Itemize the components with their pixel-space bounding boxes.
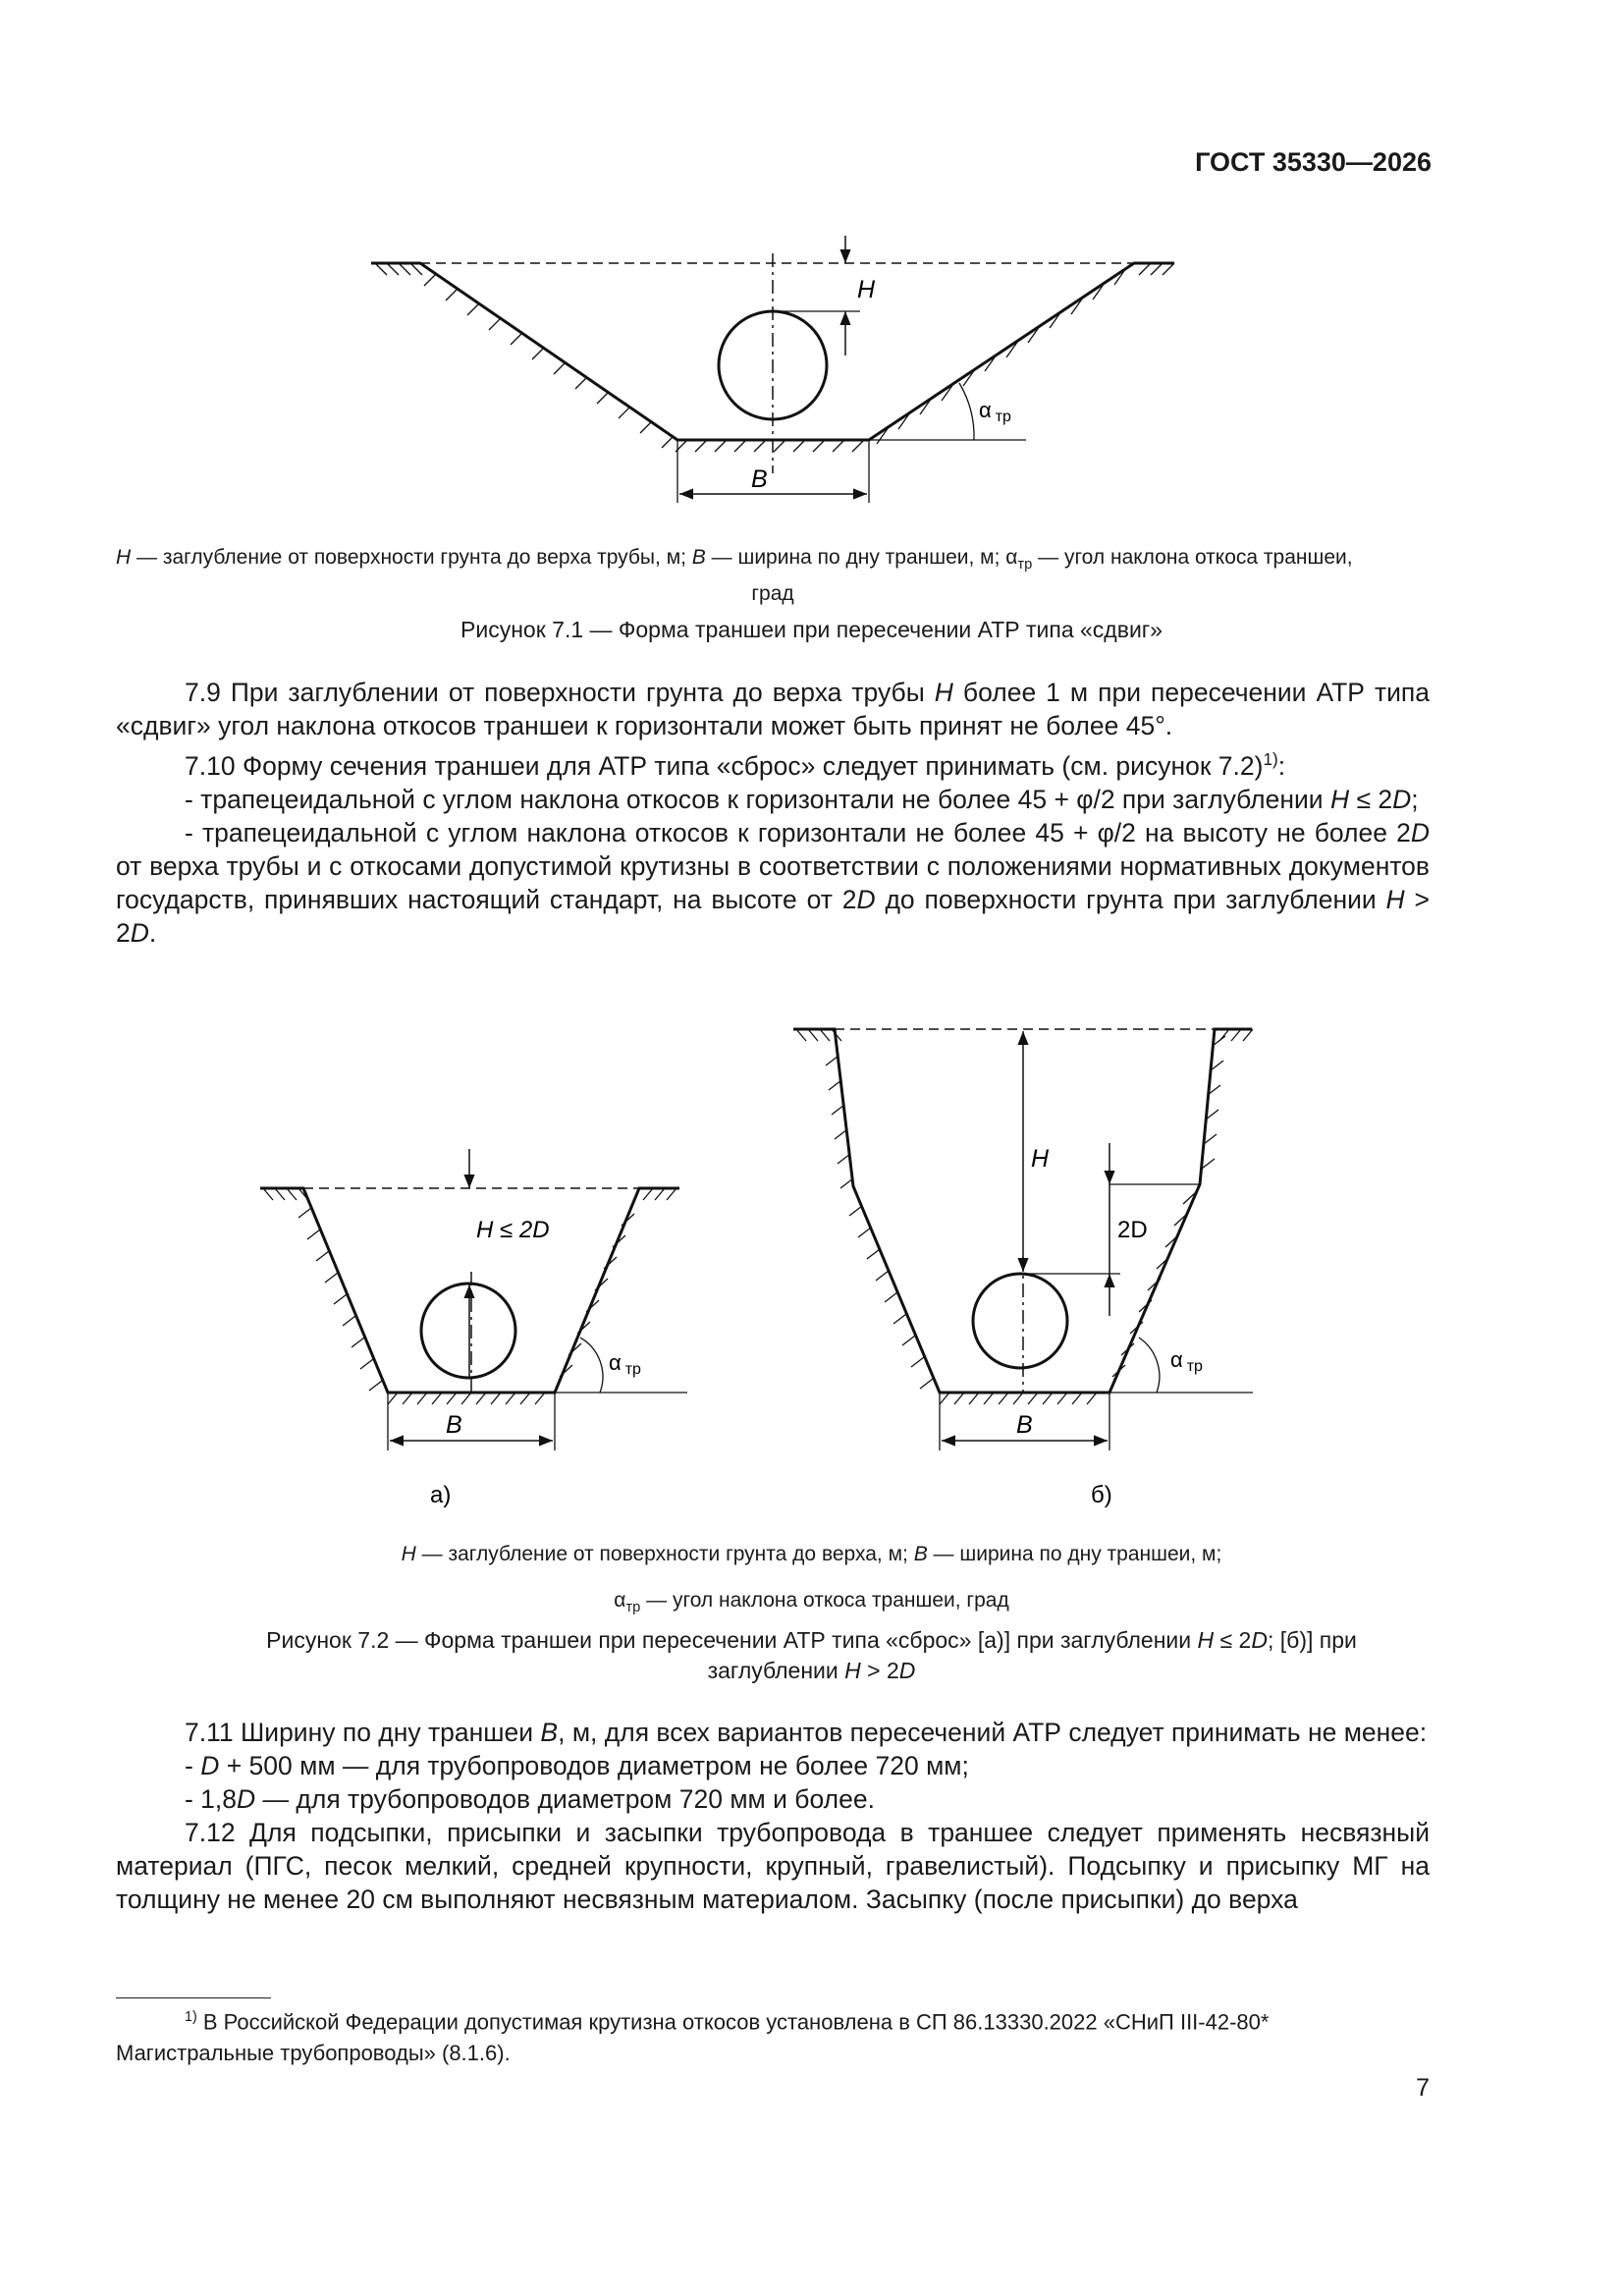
caption-line: Рисунок 7.2 — Форма траншеи при пересечении АТР типа «сброс» [а)] при заглублении H ≤ 2D; [б)] при (266, 1627, 1357, 1653)
trench-b (793, 1029, 1253, 1508)
list-item: - D + 500 мм — для трубопроводов диаметром не более 720 мм; (185, 1751, 969, 1780)
label-alpha: α тр (979, 398, 1011, 425)
figure-7-1-caption: Рисунок 7.1 — Форма траншеи при пересечении АТР типа «сдвиг» (460, 617, 1163, 642)
label-h-le-2d: H ≤ 2D (476, 1217, 550, 1243)
figure-7-2-caption (0, 1625, 1623, 1686)
legend-line: H — заглубление от поверхности грунта до верха трубы, м; B — ширина по дну траншеи, м; $\alpha_{тр}$ — угол наклона откоса траншеи, (116, 546, 1353, 574)
label-b-b: B (1016, 1411, 1033, 1439)
text-block-2 (116, 1716, 1430, 1916)
label-b-a: B (446, 1411, 462, 1439)
list-item: - трапецеидальной с углом наклона откосов к горизонтали не более 45 + φ/2 при заглублении H ≤ 2D; (185, 784, 1419, 814)
label-h: H (857, 276, 876, 303)
figure-7-2-legend (0, 1540, 1623, 1622)
footnote (116, 2001, 1430, 2069)
list-item: - 1,8D — для трубопроводов диаметром 720 мм и более. (185, 1784, 875, 1814)
list-item: - трапецеидальной с углом наклона откосов к горизонтали не более 45 + φ/2 на высоту не более 2D от верха трубы и с откосами допустимой крутизны в соответствии с положениями нормативных документов государств, принявших настоящий стандарт, на высоте от 2D до поверхности грунта при заглублении H > 2D. (116, 817, 1430, 948)
paragraph-7-10: 7.10 Форму сечения траншеи для АТР типа «сброс» следует принимать (см. рисунок 7.2)$^{1)}$: (185, 749, 1286, 781)
trench-a (260, 1149, 687, 1508)
subfigure-label-b: б) (1091, 1482, 1112, 1508)
footnote-separator (116, 1997, 271, 1998)
paragraph-7-12: 7.12 Для подсыпки, присыпки и засыпки трубопровода в траншее следует применять несвязный материал (ПГС, песок мелкий, средней крупности, крупный, гравелистый). Подсыпку и присыпку МГ на толщину не менее 20 см выполняют несвязным материалом. Засыпку (после присыпки) до верха (116, 1818, 1430, 1914)
caption-line: заглублении H > 2D (707, 1658, 916, 1683)
document-header: ГОСТ 35330—2026 (1195, 147, 1432, 177)
paragraph-7-9: 7.9 При заглублении от поверхности грунта до верха трубы H более 1 м при пересечении АТР типа «сдвиг» угол наклона откосов траншеи к горизонтали может быть принят не более 45°. (116, 678, 1430, 740)
legend-line: $\alpha_{тр}$ — угол наклона откоса траншеи, град (614, 1589, 1009, 1616)
subfigure-label-a: а) (430, 1482, 452, 1508)
label-b: B (751, 465, 768, 493)
paragraph-7-11: 7.11 Ширину по дну траншеи B, м, для всех вариантов пересечений АТР следует принимать не менее: (185, 1718, 1428, 1747)
label-2d: 2D (1117, 1217, 1148, 1243)
page-number: 7 (1416, 2074, 1430, 2102)
label-h-b: H (1031, 1145, 1050, 1173)
footnote-marker: 1) (185, 2009, 197, 2025)
svg-text:αтр: α тр (609, 1350, 641, 1378)
legend-line: H — заглубление от поверхности грунта до верха, м; B — ширина по дну траншеи, м; (401, 1543, 1222, 1565)
footnote-text: В Российской Федерации допустимая крутизна откосов установлена в СП 86.13330.2022 «СНиП III-42-80* Магистральные трубопроводы» (8.1.6). (116, 2009, 1270, 2066)
legend-line-2: град (751, 582, 794, 606)
svg-text:αтр: α тр (1170, 1347, 1203, 1375)
